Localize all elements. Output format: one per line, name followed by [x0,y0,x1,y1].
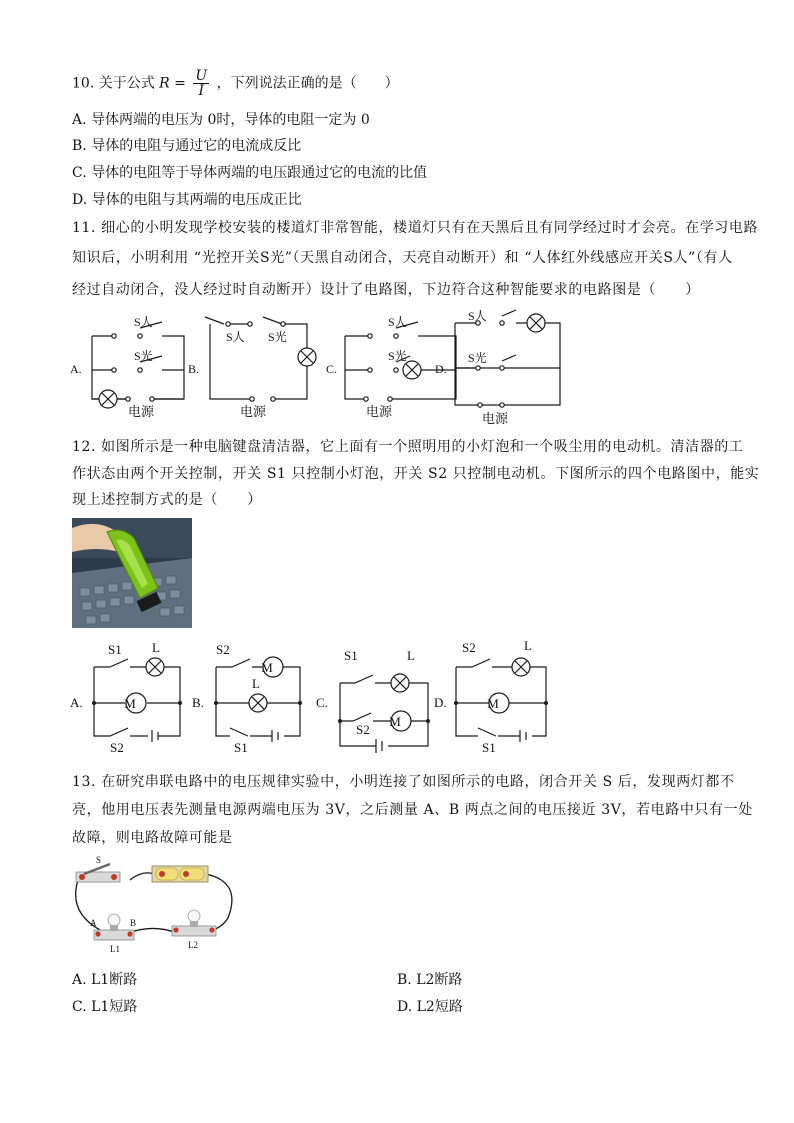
q11-c-power-label: 电源 [366,404,393,419]
q11-fig-c-label: C. [326,362,338,376]
q11-b-s-light: S光 [268,330,287,344]
q11-a-s-person: S人 [134,315,153,329]
motor-label: M [124,696,136,711]
q13-option-b: B. L2断路 [397,972,463,988]
q12-d-lamp: L [524,638,532,653]
q11-circuit-figure [70,308,590,426]
q13-line-1: 13. 在研究串联电路中的电压规律实验中，小明连接了如图所示的电路，闭合开关 S 后，发现两灯都不 [72,774,735,790]
q11-b-power-label: 电源 [240,404,267,419]
q13-point-b: B [130,918,137,928]
lamp-icon [94,914,137,940]
q12-b-s2: S2 [216,642,230,657]
q11-line-2: 知识后，小明利用 “光控开关S光”（天黑自动闭合，天亮自动断开）和 “人体红外线感应开关S人”（有人 [72,250,733,266]
q12-circuit-figure [70,636,560,756]
motor-label: M [261,660,273,675]
formula-fraction [193,69,209,98]
q13-option-d: D. L2短路 [397,999,463,1015]
q12-b-lamp: L [252,676,260,691]
q12-line-1: 12. 如图所示是一种电脑键盘清洁器，它上面有一个照明用的小灯泡和一个吸尘用的电动机。清洁器的工 [72,439,744,455]
q11-c-s-light: S光 [388,349,407,363]
q10-stem: 10. 关于公式 R = $\frac{U}{I}$ ，下列说法正确的是（ ） [72,68,399,99]
formula-lhs: R = [159,75,186,92]
q11-fig-b-label: B. [188,362,200,376]
motor-label: M [487,696,499,711]
q10-option-c: C. 导体的电阻等于导体两端的电压跟通过它的电流的比值 [72,165,428,181]
q11-d-power-label: 电源 [482,411,509,426]
q11-a-power-label: 电源 [128,404,155,419]
q12-a-s2: S2 [110,740,124,755]
q12-d-s2: S2 [462,640,476,655]
motor-label: M [389,714,401,729]
q12-fig-a-label: A. [70,695,83,710]
q12-fig-d-label: D. [434,695,447,710]
q13-line-3: 故障，则电路故障可能是 [72,830,233,846]
switch-contact-icon [112,334,116,338]
q12-c-lamp: L [407,648,415,663]
q12-a-lamp: L [152,640,160,655]
power-terminals-icon [126,397,130,401]
formula-denominator: I [198,83,205,99]
q11-a-s-light: S光 [134,349,153,363]
q11-d-s-person: S人 [468,309,487,323]
q11-b-s-person: S人 [226,330,245,344]
q12-b-s1: S1 [234,740,248,755]
keyboard-cleaner-photo [72,518,192,628]
q12-fig-c-label: C. [316,695,328,710]
q11-d-s-light: S光 [468,351,487,365]
q13-option-c: C. L1短路 [72,999,138,1015]
q12-a-s1: S1 [108,642,122,657]
q10-option-b: B. 导体的电阻与通过它的电流成反比 [72,138,302,154]
q13-point-a: A [90,918,97,928]
q12-fig-b-label: B. [192,695,204,710]
q13-l2-label: L2 [188,940,198,950]
q12-c-s2: S2 [356,722,370,737]
lamp-icon [172,910,216,936]
q12-c-s1: S1 [344,648,358,663]
q12-d-s1: S1 [482,740,496,755]
q13-line-2: 亮，他用电压表先测量电源两端电压为 3V，之后测量 A、B 两点之间的电压接近 3V，若电路中只有一处 [72,802,753,818]
q13-option-a: A. L1断路 [72,972,138,988]
q13-switch-label: S [96,855,102,865]
q11-fig-d-label: D. [435,362,447,376]
q12-line-3: 现上述控制方式的是（ ） [72,492,262,508]
q11-line-1: 11. 细心的小明发现学校安装的楼道灯非常智能，楼道灯只有在天黑后且有同学经过时才会亮。在学习电路 [72,220,759,236]
switch-icon [76,864,120,882]
q13-circuit-photo [70,852,250,962]
battery-icon [152,866,208,882]
q10-option-d: D. 导体的电阻与其两端的电压成正比 [72,192,302,208]
q12-line-2: 作状态由两个开关控制，开关 S1 只控制小灯泡，开关 S2 只控制电动机。下图所示的四个电路图中，能实 [72,466,760,482]
formula-numerator: U [195,68,208,84]
q11-line-3: 经过自动闭合，没人经过时自动断开）设计了电路图，下边符合这种智能要求的电路图是（ ） [72,282,700,298]
q13-l1-label: L1 [110,944,120,954]
q10-option-a: A. 导体两端的电压为 0时，导体的电阻一定为 0 [72,112,370,128]
q11-fig-a-label: A. [70,362,82,376]
q11-c-s-person: S人 [388,315,407,329]
